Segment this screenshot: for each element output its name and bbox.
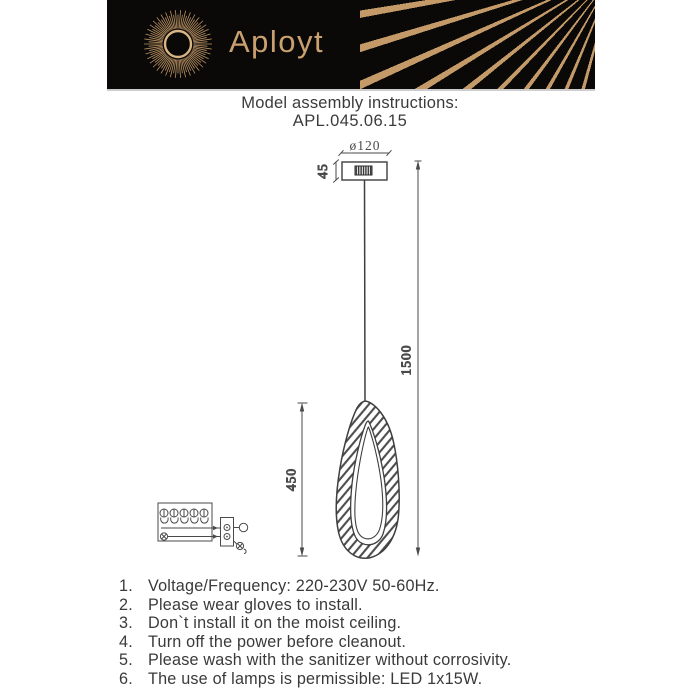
item-number: 6.: [119, 669, 133, 688]
dim-diameter-label: ø120: [349, 138, 381, 153]
item-text: Don`t install it on the moist ceiling.: [148, 614, 402, 633]
item-text: Voltage/Frequency: 220-230V 50-60Hz.: [148, 577, 440, 595]
mount-bracket: [355, 166, 372, 175]
corner-rays-icon: [360, 0, 595, 89]
wiring-diagram: [158, 503, 248, 554]
sunburst-logo-icon: [128, 5, 228, 83]
lamp-symbol: [239, 523, 247, 531]
terminal-box: [158, 503, 212, 541]
instruction-list: [119, 577, 619, 689]
item-number: 3.: [119, 614, 133, 633]
pendant-shade: [336, 401, 399, 558]
ground-screw-right: [234, 541, 247, 554]
list-item: [119, 596, 619, 615]
ground-screw-left: [160, 533, 167, 540]
ceiling-canopy: [342, 162, 387, 180]
connector-block: [221, 518, 234, 547]
title-block: [0, 94, 700, 130]
item-number: 4.: [119, 632, 133, 651]
page-title: Model assembly instructions:: [241, 94, 459, 112]
model-number: APL.045.06.15: [292, 112, 408, 130]
list-item: [119, 633, 619, 652]
item-number: 5.: [119, 651, 133, 670]
dimension-diameter: [339, 138, 392, 156]
list-item: [119, 577, 619, 596]
list-item: [119, 651, 619, 670]
dim-canopy-height-label: 45: [315, 163, 330, 179]
list-item: [119, 670, 619, 689]
item-text: Turn off the power before cleanout.: [148, 632, 407, 651]
brand-name: Aployt: [229, 24, 325, 59]
dim-cable-length-label: 1500: [398, 344, 414, 376]
dimension-pendant-height: [284, 403, 308, 557]
item-text: The use of lamps is permissible: LED 1x15W.: [148, 669, 483, 688]
item-number: 2.: [119, 595, 133, 614]
dimension-canopy-height: [315, 160, 339, 183]
logo-center-disc: [167, 33, 189, 55]
brand-banner: [107, 0, 595, 91]
list-item: [119, 614, 619, 633]
terminal-screws: [160, 509, 208, 523]
dimension-cable-length: [399, 161, 422, 557]
pendant-inner-channel: [351, 421, 387, 545]
item-text: Please wear gloves to install.: [148, 595, 363, 614]
item-number: 1.: [119, 577, 133, 595]
pendant-opening: [355, 427, 383, 539]
dim-pendant-height-label: 450: [283, 467, 299, 492]
suspension-cable: [365, 180, 366, 402]
item-text: Please wash with the sanitizer without corrosivity.: [148, 651, 512, 670]
